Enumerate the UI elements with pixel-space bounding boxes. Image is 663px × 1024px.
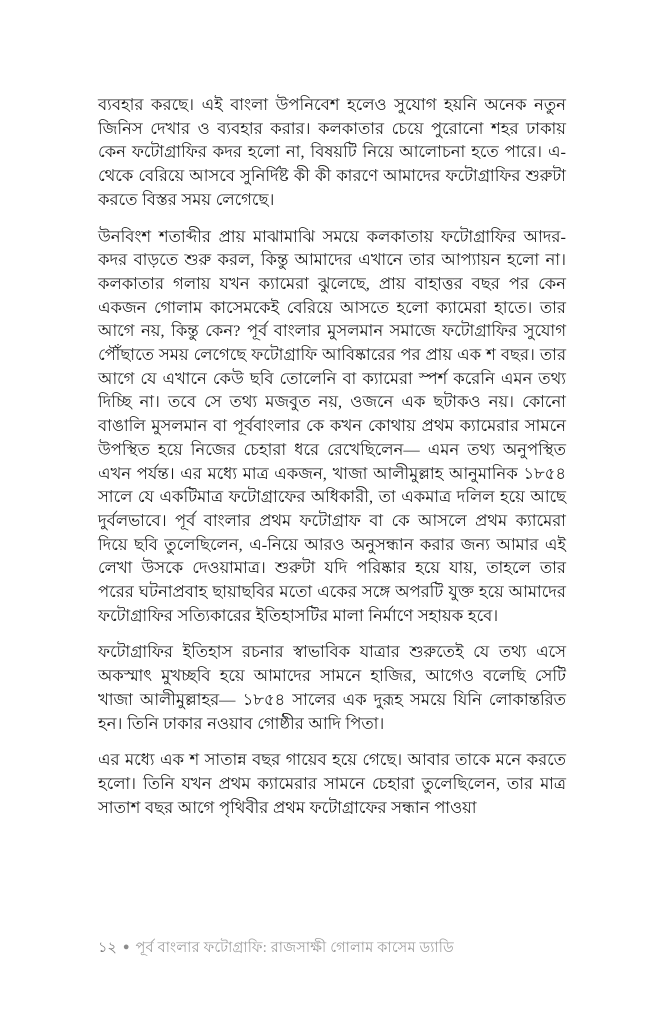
body-text-column <box>98 93 566 819</box>
paragraph-3: ফটোগ্রাফির ইতিহাস রচনার স্বাভাবিক যাত্রার শুরুতেই যে তথ্য এসে অকস্মাৎ মুখচ্ছবি হয়ে আমাদের সামনে হাজির, আগেও বলেছি সেটি খাজা আলীমুল্লাহর— ১৮৫৪ সালের এক দুরূহ সময়ে যিনি লোকান্তরিত হন। তিনি ঢাকার নওয়াব গোষ্ঠীর আদি পিতা। <box>98 642 566 733</box>
footer-separator-bullet-icon: ● <box>122 941 130 953</box>
page-footer <box>98 941 618 956</box>
footer-page-number: ১২ <box>98 940 117 956</box>
paragraph-4: এর মধ্যে এক শ সাতান্ন বছর গায়েব হয়ে গেছে। আবার তাকে মনে করতে হলো। তিনি যখন প্রথম ক্যামেরার সামনে চেহারা তুলেছিলেন, তার মাত্র সাতাশ বছর আগে পৃথিবীর প্রথম ফটোগ্রাফের সন্ধান পাওয়া <box>98 750 566 817</box>
paragraph-1: ব্যবহার করছে। এই বাংলা উপনিবেশ হলেও সুযোগ হয়নি অনেক নতুন জিনিস দেখার ও ব্যবহার করার। কলকাতার চেয়ে পুরোনো শহর ঢাকায় কেন ফটোগ্রাফির কদর হলো না, বিষয়টি নিয়ে আলোচনা হতে পারে। এ-থেকে বেরিয়ে আসবে সুনির্দিষ্ট কী কী কারণে আমাদের ফটোগ্রাফির শুরুটা করতে বিস্তর সময় লেগেছে। <box>98 95 566 209</box>
footer-book-title: পূর্ব বাংলার ফটোগ্রাফি: রাজসাক্ষী গোলাম কাসেম ড্যাডি <box>135 940 454 956</box>
paragraph-2: উনবিংশ শতাব্দীর প্রায় মাঝামাঝি সময়ে কলকাতায় ফটোগ্রাফির আদর-কদর বাড়তে শুরু করল, কিন্তু আমাদের এখানে তার আপ্যায়ন হলো না। কলকাতার গলায় যখন ক্যামেরা ঝুলেছে, প্রায় বাহাত্তর বছর পর কেন একজন গোলাম কাসেমকেই বেরিয়ে আসতে হলো ক্যামেরা হাতে। তার আগে নয়, কিন্তু কেন? পূর্ব বাংলার মুসলমান সমাজে ফটোগ্রাফির সুযোগ পৌঁছাতে সময় লেগেছে ফটোগ্রাফি আবিষ্কারের পর প্রায় এক শ বছর। তার আগে যে এখানে কেউ ছবি তোলেনি বা ক্যামেরা স্পর্শ করেনি এমন তথ্য দিচ্ছি না। তবে সে তথ্য মজবুত নয়, ওজনে এক ছটাকও নয়। কোনো বাঙালি মুসলমান বা পূর্ববাংলার কে কখন কোথায় প্রথম ক্যামেরার সামনে উপস্থিত হয়ে নিজের চেহারা ধরে রেখেছিলেন— এমন তথ্য অনুপস্থিত এখন পর্যন্ত। এর মধ্যে মাত্র একজন, খাজা আলীমুল্লাহ আনুমানিক ১৮৫৪ সালে যে একটিমাত্র ফটোগ্রাফের অধিকারী, তা একমাত্র দলিল হয়ে আছে দুর্বলভাবে। পূর্ব বাংলার প্রথম ফটোগ্রাফ বা কে আসলে প্রথম ক্যামেরা দিয়ে ছবি তুলেছিলেন, এ-নিয়ে আরও অনুসন্ধান করার জন্য আমার এই লেখা উসকে দেওয়ামাত্র। শুরুটা যদি পরিষ্কার হয়ে যায়, তাহলে তার পরের ঘটনাপ্রবাহ ছায়াছবির মতো একের সঙ্গে অপরটি যুক্ত হয়ে আমাদের ফটোগ্রাফির সত্যিকারের ইতিহাসটির মালা নির্মাণে সহায়ক হবে। <box>98 226 566 625</box>
